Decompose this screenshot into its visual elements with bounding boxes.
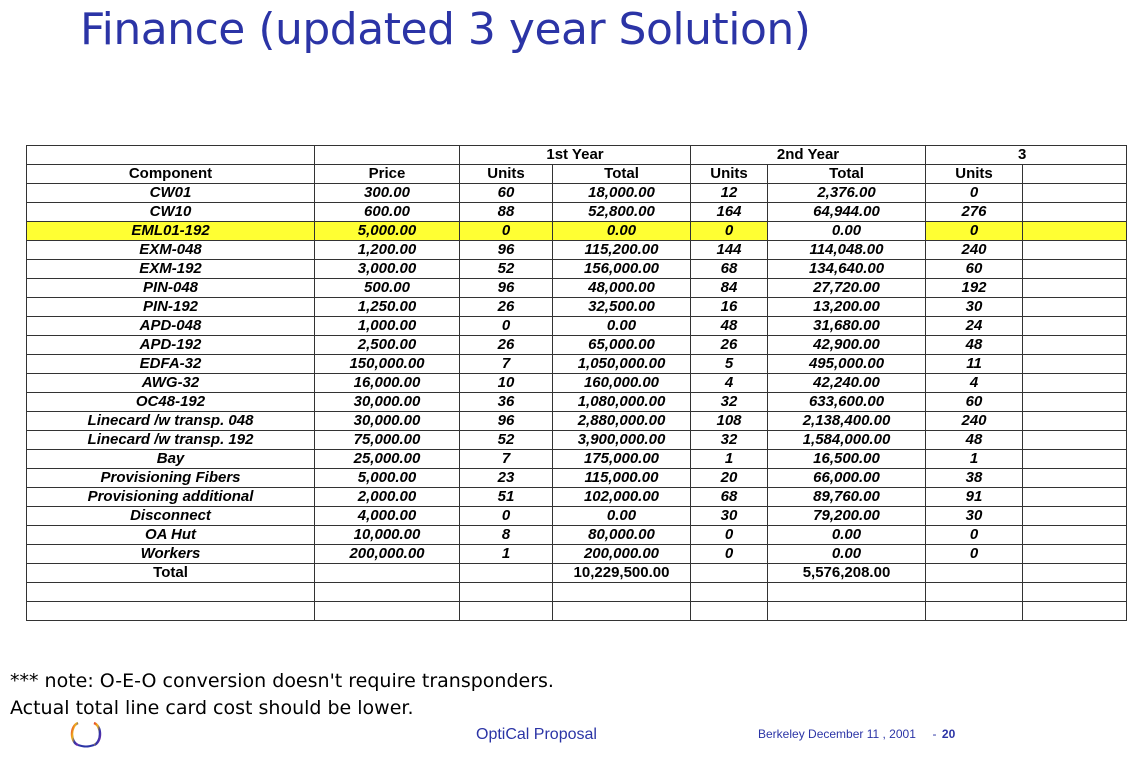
footer-page-separator: -	[932, 727, 937, 741]
component-cell: EDFA-32	[27, 355, 315, 374]
total-cell: 5,576,208.00	[768, 564, 926, 583]
y3-units-cell: 24	[926, 317, 1023, 336]
y1-units-cell: 0	[460, 317, 553, 336]
component-cell: Disconnect	[27, 507, 315, 526]
y1-units-cell: 36	[460, 393, 553, 412]
component-cell: APD-048	[27, 317, 315, 336]
group-header-year3: 3	[926, 146, 1127, 165]
group-header-year1: 1st Year	[460, 146, 691, 165]
y1-units-cell: 0	[460, 507, 553, 526]
note-line-2: Actual total line card cost should be lower.	[10, 697, 414, 719]
y2-total-cell: 2,376.00	[768, 184, 926, 203]
price-cell: 300.00	[315, 184, 460, 203]
total-cell	[926, 564, 1023, 583]
y3-units-cell: 192	[926, 279, 1023, 298]
component-cell: CW10	[27, 203, 315, 222]
y3-units-cell: 0	[926, 184, 1023, 203]
y1-units-cell: 96	[460, 279, 553, 298]
price-cell: 25,000.00	[315, 450, 460, 469]
column-header: Units	[460, 165, 553, 184]
y2-total-cell: 89,760.00	[768, 488, 926, 507]
y2-total-cell: 27,720.00	[768, 279, 926, 298]
slide-title: Finance (updated 3 year Solution)	[80, 4, 811, 55]
y2-total-cell: 114,048.00	[768, 241, 926, 260]
y3-units-cell: 30	[926, 298, 1023, 317]
y2-units-cell: 5	[691, 355, 768, 374]
table-row	[27, 469, 1127, 488]
y1-units-cell: 7	[460, 355, 553, 374]
y3-units-cell: 38	[926, 469, 1023, 488]
table-row	[27, 545, 1127, 564]
y3-units-cell: 240	[926, 241, 1023, 260]
component-cell: EXM-192	[27, 260, 315, 279]
total-cell	[691, 564, 768, 583]
component-cell: EML01-192	[27, 222, 315, 241]
y1-units-cell: 88	[460, 203, 553, 222]
price-cell: 4,000.00	[315, 507, 460, 526]
y1-units-cell: 0	[460, 222, 553, 241]
price-cell: 10,000.00	[315, 526, 460, 545]
y3-units-cell: 0	[926, 526, 1023, 545]
y2-total-cell: 0.00	[768, 545, 926, 564]
y2-units-cell: 26	[691, 336, 768, 355]
y1-units-cell: 8	[460, 526, 553, 545]
y3-units-cell: 60	[926, 393, 1023, 412]
y2-total-cell: 42,900.00	[768, 336, 926, 355]
y2-units-cell: 12	[691, 184, 768, 203]
price-cell: 30,000.00	[315, 393, 460, 412]
table-row	[27, 488, 1127, 507]
price-cell: 600.00	[315, 203, 460, 222]
component-cell: OA Hut	[27, 526, 315, 545]
component-cell: APD-192	[27, 336, 315, 355]
y1-total-cell: 2,880,000.00	[553, 412, 691, 431]
y1-total-cell: 65,000.00	[553, 336, 691, 355]
y2-units-cell: 0	[691, 222, 768, 241]
y2-total-cell: 0.00	[768, 222, 926, 241]
table-row	[27, 317, 1127, 336]
y1-units-cell: 1	[460, 545, 553, 564]
y2-units-cell: 32	[691, 431, 768, 450]
table-row	[27, 279, 1127, 298]
price-cell: 5,000.00	[315, 469, 460, 488]
y1-total-cell: 52,800.00	[553, 203, 691, 222]
component-cell: OC48-192	[27, 393, 315, 412]
y1-total-cell: 0.00	[553, 507, 691, 526]
table-row	[27, 222, 1127, 241]
y2-units-cell: 108	[691, 412, 768, 431]
y1-total-cell: 48,000.00	[553, 279, 691, 298]
y1-total-cell: 156,000.00	[553, 260, 691, 279]
y2-units-cell: 144	[691, 241, 768, 260]
table-row	[27, 507, 1127, 526]
y2-total-cell: 64,944.00	[768, 203, 926, 222]
price-cell: 75,000.00	[315, 431, 460, 450]
y2-total-cell: 2,138,400.00	[768, 412, 926, 431]
blank-row	[27, 583, 1127, 602]
total-cell	[315, 564, 460, 583]
component-cell: Provisioning additional	[27, 488, 315, 507]
y3-units-cell: 4	[926, 374, 1023, 393]
price-cell: 2,500.00	[315, 336, 460, 355]
price-cell: 3,000.00	[315, 260, 460, 279]
y1-total-cell: 1,080,000.00	[553, 393, 691, 412]
price-cell: 200,000.00	[315, 545, 460, 564]
component-cell: Workers	[27, 545, 315, 564]
y2-units-cell: 84	[691, 279, 768, 298]
y1-units-cell: 26	[460, 298, 553, 317]
y1-total-cell: 0.00	[553, 222, 691, 241]
y1-units-cell: 60	[460, 184, 553, 203]
blank-row	[27, 602, 1127, 621]
component-cell: Provisioning Fibers	[27, 469, 315, 488]
y1-total-cell: 115,000.00	[553, 469, 691, 488]
note	[10, 668, 554, 722]
total-cell: 10,229,500.00	[553, 564, 691, 583]
column-header: Units	[691, 165, 768, 184]
y3-units-cell: 0	[926, 545, 1023, 564]
footer-date: Berkeley December 11 , 2001	[758, 727, 916, 741]
y3-units-cell: 48	[926, 431, 1023, 450]
table-row	[27, 241, 1127, 260]
y1-units-cell: 96	[460, 241, 553, 260]
price-cell: 5,000.00	[315, 222, 460, 241]
y1-total-cell: 175,000.00	[553, 450, 691, 469]
y2-units-cell: 164	[691, 203, 768, 222]
table-row	[27, 260, 1127, 279]
y2-units-cell: 0	[691, 526, 768, 545]
table-row	[27, 355, 1127, 374]
y3-units-cell: 1	[926, 450, 1023, 469]
column-header: Total	[553, 165, 691, 184]
y2-units-cell: 30	[691, 507, 768, 526]
table-body	[27, 146, 1127, 621]
price-cell: 30,000.00	[315, 412, 460, 431]
y1-total-cell: 115,200.00	[553, 241, 691, 260]
y1-total-cell: 200,000.00	[553, 545, 691, 564]
component-cell: Linecard /w transp. 048	[27, 412, 315, 431]
y2-total-cell: 1,584,000.00	[768, 431, 926, 450]
y2-units-cell: 0	[691, 545, 768, 564]
y1-total-cell: 80,000.00	[553, 526, 691, 545]
y2-total-cell: 134,640.00	[768, 260, 926, 279]
y2-units-cell: 48	[691, 317, 768, 336]
y2-total-cell: 79,200.00	[768, 507, 926, 526]
component-cell: Linecard /w transp. 192	[27, 431, 315, 450]
y1-total-cell: 1,050,000.00	[553, 355, 691, 374]
table-row	[27, 412, 1127, 431]
y1-total-cell: 160,000.00	[553, 374, 691, 393]
y3-units-cell: 240	[926, 412, 1023, 431]
y1-units-cell: 7	[460, 450, 553, 469]
total-cell	[460, 564, 553, 583]
y2-total-cell: 42,240.00	[768, 374, 926, 393]
y2-units-cell: 16	[691, 298, 768, 317]
y3-units-cell: 11	[926, 355, 1023, 374]
total-row	[27, 564, 1127, 583]
group-header-year2: 2nd Year	[691, 146, 926, 165]
y2-total-cell: 495,000.00	[768, 355, 926, 374]
price-cell: 1,200.00	[315, 241, 460, 260]
y1-units-cell: 51	[460, 488, 553, 507]
y3-units-cell: 30	[926, 507, 1023, 526]
price-cell: 16,000.00	[315, 374, 460, 393]
table-row	[27, 184, 1127, 203]
component-cell: EXM-048	[27, 241, 315, 260]
total-label: Total	[27, 564, 315, 583]
table-row	[27, 393, 1127, 412]
page-number: 20	[941, 727, 956, 741]
y3-units-cell: 60	[926, 260, 1023, 279]
footer-info	[758, 727, 955, 741]
y2-units-cell: 32	[691, 393, 768, 412]
component-cell: PIN-048	[27, 279, 315, 298]
table-row	[27, 298, 1127, 317]
note-line-1: *** note: O-E-O conversion doesn't require transponders.	[10, 670, 554, 692]
y2-units-cell: 4	[691, 374, 768, 393]
table-row	[27, 431, 1127, 450]
footer-title: OptiCal Proposal	[476, 726, 597, 743]
y2-total-cell: 633,600.00	[768, 393, 926, 412]
y3-units-cell: 276	[926, 203, 1023, 222]
y3-units-cell: 91	[926, 488, 1023, 507]
table-row	[27, 203, 1127, 222]
y1-total-cell: 0.00	[553, 317, 691, 336]
y1-total-cell: 18,000.00	[553, 184, 691, 203]
price-cell: 1,250.00	[315, 298, 460, 317]
table-row	[27, 450, 1127, 469]
price-cell: 500.00	[315, 279, 460, 298]
optical-logo-icon	[68, 720, 104, 748]
table-row	[27, 374, 1127, 393]
y2-total-cell: 0.00	[768, 526, 926, 545]
component-cell: Bay	[27, 450, 315, 469]
group-header-row	[27, 146, 1127, 165]
price-cell: 150,000.00	[315, 355, 460, 374]
y1-total-cell: 32,500.00	[553, 298, 691, 317]
column-header: Price	[315, 165, 460, 184]
finance-table-container	[26, 145, 1027, 651]
y2-total-cell: 31,680.00	[768, 317, 926, 336]
y1-units-cell: 23	[460, 469, 553, 488]
table-row	[27, 526, 1127, 545]
y2-units-cell: 68	[691, 260, 768, 279]
y1-total-cell: 3,900,000.00	[553, 431, 691, 450]
y1-units-cell: 52	[460, 260, 553, 279]
table-row	[27, 336, 1127, 355]
y2-units-cell: 68	[691, 488, 768, 507]
price-cell: 1,000.00	[315, 317, 460, 336]
y2-units-cell: 1	[691, 450, 768, 469]
component-cell: PIN-192	[27, 298, 315, 317]
y1-units-cell: 10	[460, 374, 553, 393]
column-header: Units	[926, 165, 1023, 184]
y1-total-cell: 102,000.00	[553, 488, 691, 507]
component-cell: CW01	[27, 184, 315, 203]
column-header: Component	[27, 165, 315, 184]
y2-total-cell: 13,200.00	[768, 298, 926, 317]
y1-units-cell: 96	[460, 412, 553, 431]
y2-total-cell: 66,000.00	[768, 469, 926, 488]
y2-total-cell: 16,500.00	[768, 450, 926, 469]
component-cell: AWG-32	[27, 374, 315, 393]
finance-table	[26, 145, 1127, 621]
column-header: Total	[768, 165, 926, 184]
y3-units-cell: 48	[926, 336, 1023, 355]
y1-units-cell: 52	[460, 431, 553, 450]
column-header-row	[27, 165, 1127, 184]
price-cell: 2,000.00	[315, 488, 460, 507]
y1-units-cell: 26	[460, 336, 553, 355]
y3-units-cell: 0	[926, 222, 1023, 241]
y2-units-cell: 20	[691, 469, 768, 488]
